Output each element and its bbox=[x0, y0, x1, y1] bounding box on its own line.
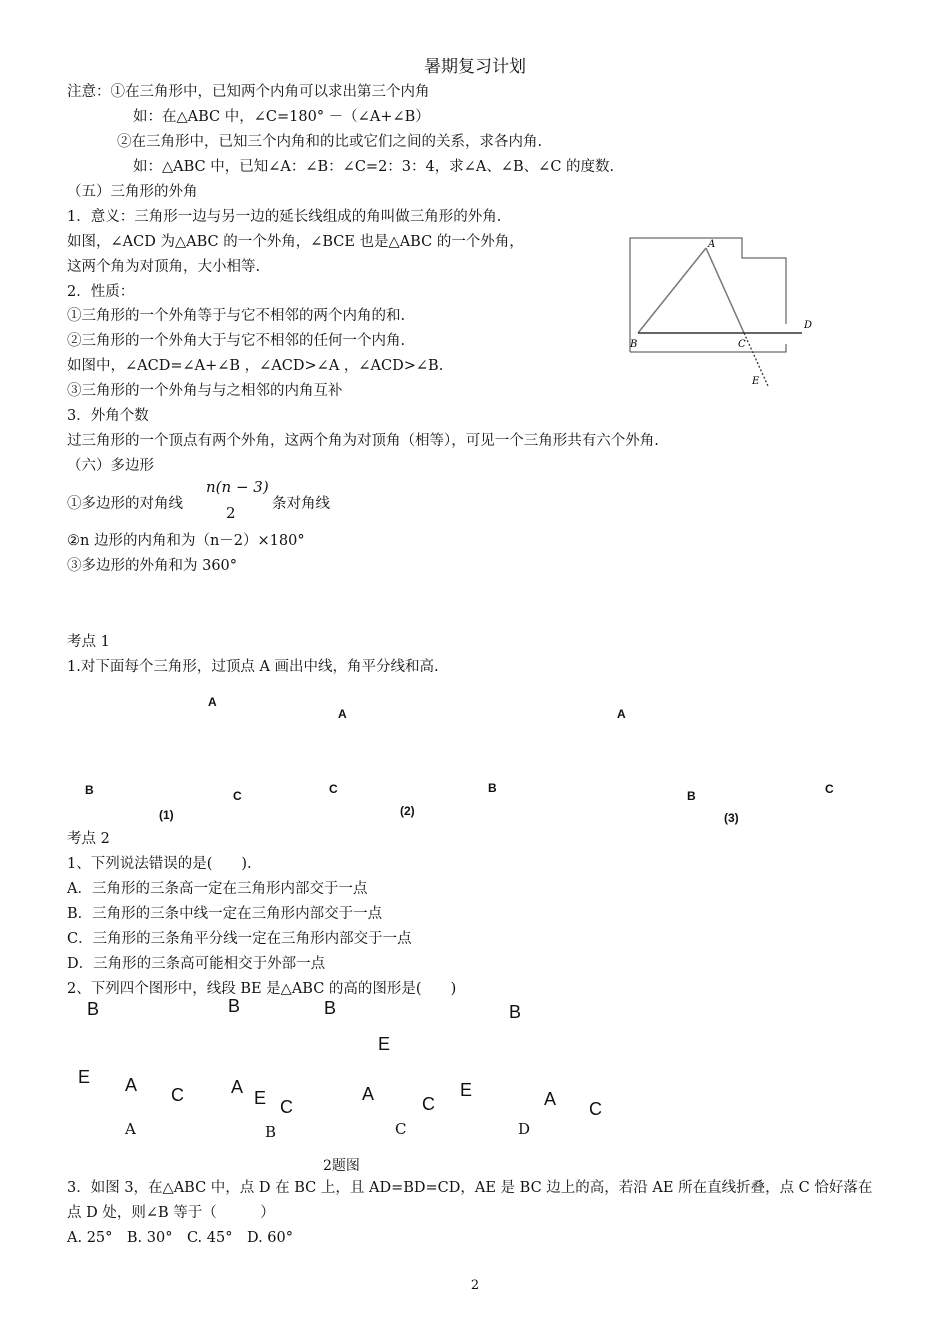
f4-label-c: C bbox=[589, 1099, 602, 1119]
f4-label-a: A bbox=[544, 1089, 557, 1109]
kp2-question-2: 2、下列四个图形中，线段 BE 是△ABC 的高的图形是( ) bbox=[67, 981, 457, 997]
figure-frame-upper bbox=[630, 238, 786, 352]
kp2-q1-option-d: D．三角形的三条高可能相交于外部一点 bbox=[67, 956, 326, 972]
note-example-1: 如：在△ABC 中，∠C=180° －（∠A+∠B） bbox=[133, 109, 430, 125]
f3-label-b: B bbox=[324, 998, 337, 1018]
f4-label-b: B bbox=[509, 1002, 522, 1022]
s6-item-3: ③多边形的外角和为 360° bbox=[67, 558, 238, 574]
t2-label-b: B bbox=[488, 781, 497, 795]
point-label-d: D bbox=[804, 320, 813, 331]
t3-label-b: B bbox=[687, 789, 696, 803]
formula-denominator: 2 bbox=[226, 504, 236, 522]
kp2-question-3-options: A. 25° B. 30° C. 45° D. 60° bbox=[67, 1230, 293, 1246]
kp2-title: 考点 2 bbox=[67, 831, 110, 847]
s6-item-1-prefix: ①多边形的对角线 bbox=[67, 496, 183, 512]
f1-option-letter: A bbox=[125, 1120, 136, 1138]
s5-property-heading: 2．性质： bbox=[67, 284, 135, 300]
t1-label-b: B bbox=[85, 783, 94, 797]
figure-frame-lower bbox=[630, 344, 786, 352]
kp2-q2-caption: 2题图 bbox=[323, 1158, 360, 1174]
t3-label-a: A bbox=[617, 707, 626, 721]
page-number: 2 bbox=[470, 1278, 480, 1293]
t1-label-a: A bbox=[208, 695, 217, 709]
side-ab bbox=[638, 248, 706, 333]
s6-item-1-suffix: 条对角线 bbox=[272, 496, 330, 512]
f3-label-e: E bbox=[378, 1034, 391, 1054]
page-title: 暑期复习计划 bbox=[424, 57, 526, 77]
f1-label-a: A bbox=[125, 1075, 138, 1095]
section-6-heading: （六）多边形 bbox=[67, 458, 154, 474]
point-label-e: E bbox=[752, 376, 760, 387]
f3-option-letter: C bbox=[395, 1120, 407, 1138]
f4-label-e: E bbox=[460, 1080, 473, 1100]
kp2-question-3-line-2: 点 D 处，则∠B 等于（ ） bbox=[67, 1205, 275, 1221]
s5-property-example: 如图中，∠ACD=∠A+∠B ，∠ACD>∠A ，∠ACD>∠B. bbox=[67, 358, 444, 374]
s5-count-text: 过三角形的一个顶点有两个外角，这两个角为对顶角（相等），可见一个三角形共有六个外角. bbox=[67, 433, 659, 449]
kp1-title: 考点 1 bbox=[67, 634, 110, 650]
s5-property-1: ①三角形的一个外角等于与它不相邻的两个内角的和. bbox=[67, 308, 406, 324]
section-5-heading: （五）三角形的外角 bbox=[67, 184, 198, 200]
vertex-label-c: C bbox=[738, 339, 746, 350]
s5-meaning: 1．意义：三角形一边与另一边的延长线组成的角叫做三角形的外角. bbox=[67, 209, 502, 225]
s5-figure-text-1: 如图，∠ACD 为△ABC 的一个外角，∠BCE 也是△ABC 的一个外角， bbox=[67, 234, 524, 250]
kp2-q1-option-a: A．三角形的三条高一定在三角形内部交于一点 bbox=[67, 881, 368, 897]
f2-label-a: A bbox=[231, 1077, 244, 1097]
side-ac bbox=[706, 248, 744, 333]
vertex-label-b: B bbox=[630, 339, 638, 350]
vertex-label-a: A bbox=[708, 239, 716, 250]
f2-label-b: B bbox=[228, 996, 241, 1016]
kp1-question-1: 1.对下面每个三角形，过顶点 A 画出中线，角平分线和高. bbox=[67, 659, 439, 675]
note-example-2: 如：△ABC 中，已知∠A：∠B：∠C=2：3：4，求∠A、∠B、∠C 的度数. bbox=[133, 159, 615, 175]
s5-property-2: ②三角形的一个外角大于与它不相邻的任何一个内角. bbox=[67, 333, 406, 349]
s5-count-heading: 3．外角个数 bbox=[67, 408, 149, 424]
s5-figure-text-2: 这两个角为对顶角，大小相等. bbox=[67, 259, 261, 275]
f3-label-c: C bbox=[422, 1094, 435, 1114]
diagonal-formula bbox=[206, 478, 272, 528]
t1-caption: (1) bbox=[159, 808, 174, 822]
t1-label-c: C bbox=[233, 789, 242, 803]
f1-label-b: B bbox=[87, 999, 100, 1019]
t3-label-c: C bbox=[825, 782, 834, 796]
s5-property-3: ③三角形的一个外角与与之相邻的内角互补 bbox=[67, 383, 343, 399]
f2-option-letter: B bbox=[265, 1123, 277, 1141]
exterior-angle-figure bbox=[626, 234, 826, 394]
kp2-q1-option-b: B．三角形的三条中线一定在三角形内部交于一点 bbox=[67, 906, 383, 922]
t3-caption: (3) bbox=[724, 811, 739, 825]
f4-option-letter: D bbox=[518, 1120, 531, 1138]
s6-item-2: ②n 边形的内角和为（n－2）×180° bbox=[67, 533, 305, 549]
f2-label-e: E bbox=[254, 1088, 267, 1108]
t2-label-c: C bbox=[329, 782, 338, 796]
f1-label-c: C bbox=[171, 1085, 184, 1105]
f1-label-e: E bbox=[78, 1067, 91, 1087]
f3-label-a: A bbox=[362, 1084, 375, 1104]
kp2-question-1: 1、下列说法错误的是( ). bbox=[67, 856, 252, 872]
formula-numerator: n(n − 3) bbox=[206, 478, 269, 496]
kp2-question-3-line-1: 3．如图 3，在△ABC 中，点 D 在 BC 上，且 AD=BD=CD，AE 是 BC 边上的高，若沿 AE 所在直线折叠，点 C 恰好落在 bbox=[67, 1180, 873, 1196]
f2-label-c: C bbox=[280, 1097, 293, 1117]
note-line-1: 注意：①在三角形中，已知两个内角可以求出第三个内角 bbox=[67, 84, 430, 100]
kp2-q1-option-c: C．三角形的三条角平分线一定在三角形内部交于一点 bbox=[67, 931, 412, 947]
t2-label-a: A bbox=[338, 707, 347, 721]
note-line-2: ②在三角形中，已知三个内角和的比或它们之间的关系，求各内角. bbox=[117, 134, 543, 150]
t2-caption: (2) bbox=[400, 804, 415, 818]
